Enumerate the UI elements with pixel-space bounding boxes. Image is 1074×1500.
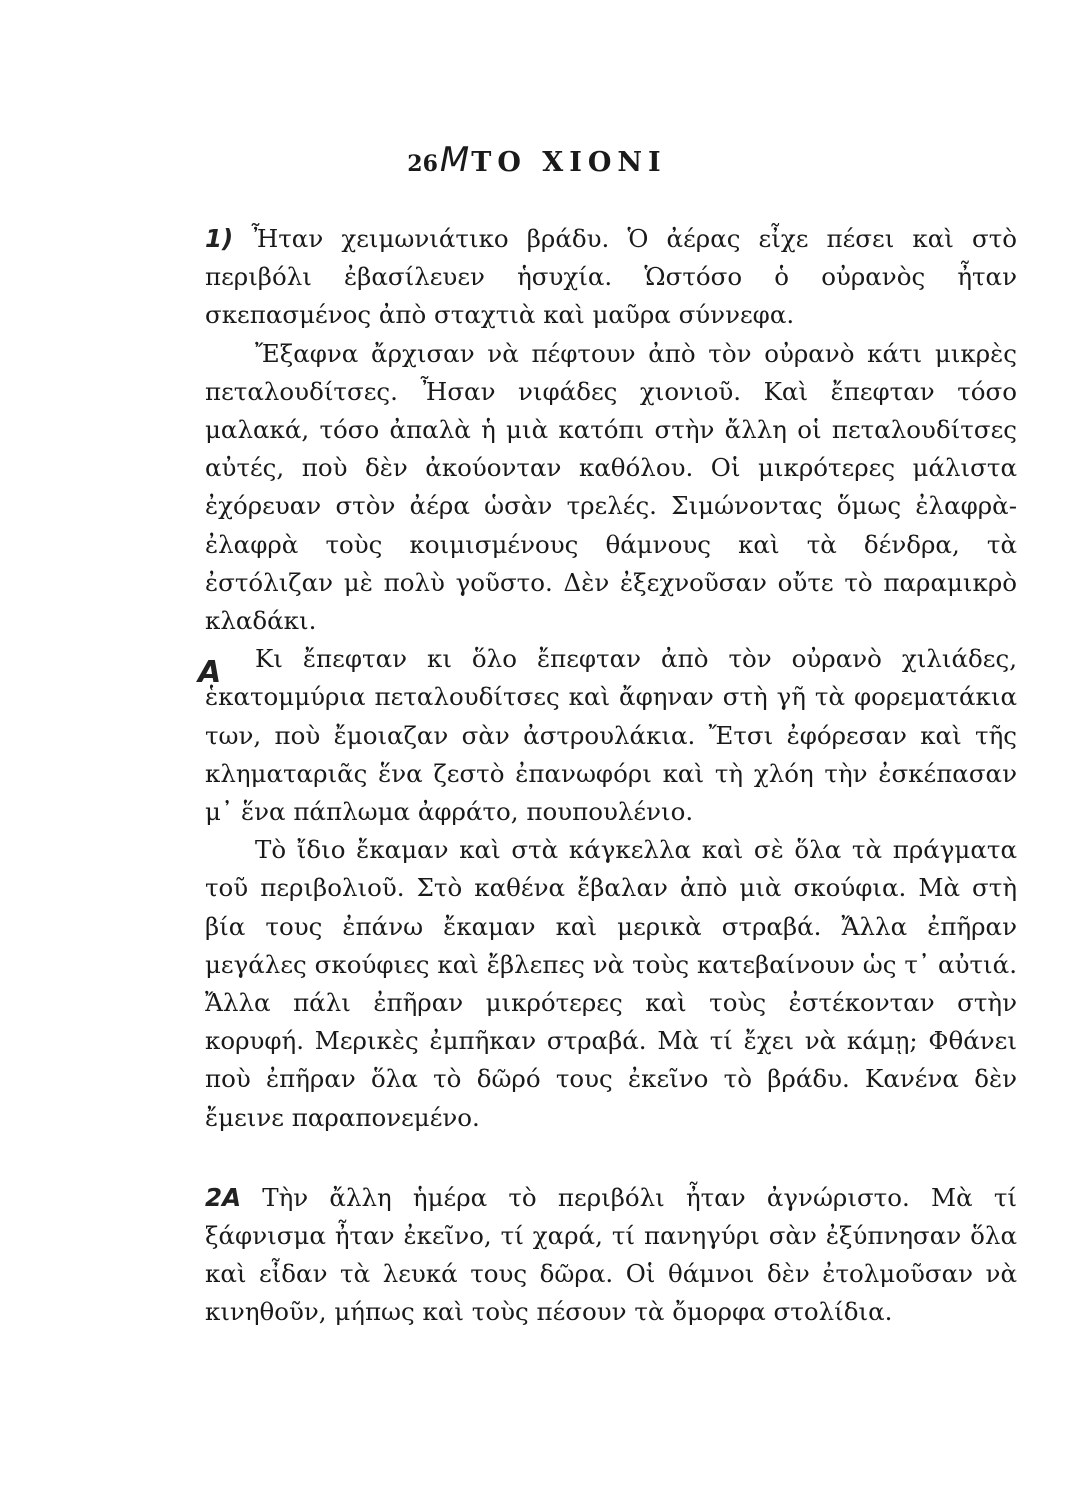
paragraph xyxy=(205,1179,1017,1332)
body-text xyxy=(205,220,1017,1332)
margin-mark: A xyxy=(198,655,222,690)
paragraph-text: Τὴν ἄλλη ἡμέρα τὸ περιβόλι ἦταν ἀγνώριστο. Μὰ τί ξάφνισμα ἦταν ἐκεῖνο, τί χαρά, τί πανηγύρι σὰν ἐξύπνησαν ὅλα καὶ εἶδαν τὰ λευκά τους δῶρα. Οἱ θάμνοι δὲν ἐτολμοῦσαν νὰ κινηθοῦν, μήπως καὶ τοὺς πέσουν τὰ ὄμορφα στολίδια. xyxy=(205,1182,1017,1327)
chapter-heading xyxy=(0,140,1074,180)
page-number: 26 xyxy=(407,151,438,177)
paragraph xyxy=(205,335,1017,641)
paragraph xyxy=(205,640,1017,831)
paragraph-text: Ἦταν χειμωνιάτικο βράδυ. Ὁ ἀέρας εἶχε πέσει καὶ στὸ περιβόλι ἐβασίλευεν ἡσυχία. Ὡστόσο ὁ οὐρανὸς ἦταν σκεπασμένος ἀπὸ σταχτιὰ καὶ μαῦρα σύννεφα. xyxy=(205,224,1017,330)
paragraph-number-mark: 2 xyxy=(205,1182,223,1212)
paragraph xyxy=(205,831,1017,1137)
page-title: ΤΟ ΧΙΟΝΙ xyxy=(471,147,667,178)
paragraph-number-mark: 1) xyxy=(205,224,234,253)
handwritten-letter-mark: A xyxy=(222,1182,242,1212)
paragraph-text: Τὸ ἴδιο ἔκαμαν καὶ στὰ κάγκελλα καὶ σὲ ὅλα τὰ πράγματα τοῦ περιβολιοῦ. Στὸ καθένα ἔβαλαν ἀπὸ μιὰ σκούφια. Μὰ στὴ βία τους ἐπάνω ἔκαμαν καὶ μερικὰ στραβά. Ἄλλα ἐπῆραν μεγάλες σκούφιες καὶ ἔβλεπες νὰ τοὺς κατεβαίνουν ὡς τ᾽ αὐτιά. Ἄλλα πάλι ἐπῆραν μικρότερες καὶ τοὺς ἐστέκονταν στὴν κορυφή. Μερικὲς ἐμπῆκαν στραβά. Μὰ τί ἔχει νὰ κάμῃ; Φθάνει ποὺ ἐπῆραν ὅλα τὸ δῶρό τους ἐκεῖνο τὸ βράδυ. Κανένα δὲν ἔμεινε παραπονεμένο. xyxy=(205,835,1017,1132)
paragraph-text: Ἔξαφνα ἄρχισαν νὰ πέφτουν ἀπὸ τὸν οὐρανὸ κάτι μικρὲς πεταλουδίτσες. Ἦσαν νιφάδες χιονιοῦ. Καὶ ἔπεφταν τόσο μαλακά, τόσο ἀπαλὰ ἡ μιὰ κατόπι στὴν ἄλλη οἱ πεταλουδίτσες αὐτές, ποὺ δὲν ἀκούονταν καθόλου. Οἱ μικρότερες μάλιστα ἐχόρευαν στὸν ἀέρα ὡσὰν τρελές. Σιμώνοντας ὅμως ἐλαφρὰ-ἐλαφρὰ τοὺς κοιμισμένους θάμνους καὶ τὰ δένδρα, τὰ ἐστόλιζαν μὲ πολὺ γοῦστο. Δὲν ἐξεχνοῦσαν οὔτε τὸ παραμικρὸ κλαδάκι. xyxy=(205,338,1017,636)
paragraph-text: Κι ἔπεφταν κι ὅλο ἔπεφταν ἀπὸ τὸν οὐρανὸ χιλιάδες, ἑκατομμύρια πεταλουδίτσες καὶ ἄφηναν στὴ γῆ τὰ φορεματάκια των, ποὺ ἔμοιαζαν σὰν ἀστρουλάκια. Ἔτσι ἐφόρεσαν καὶ τῆς κληματαριᾶς ἕνα ζεστὸ ἐπανωφόρι καὶ τὴ χλόη τὴν ἐσκέπασαν μ᾽ ἕνα πάπλωμα ἀφράτο, πουπουλένιο. xyxy=(205,644,1017,827)
paragraph xyxy=(205,220,1017,335)
handwritten-mark: M xyxy=(439,140,470,180)
